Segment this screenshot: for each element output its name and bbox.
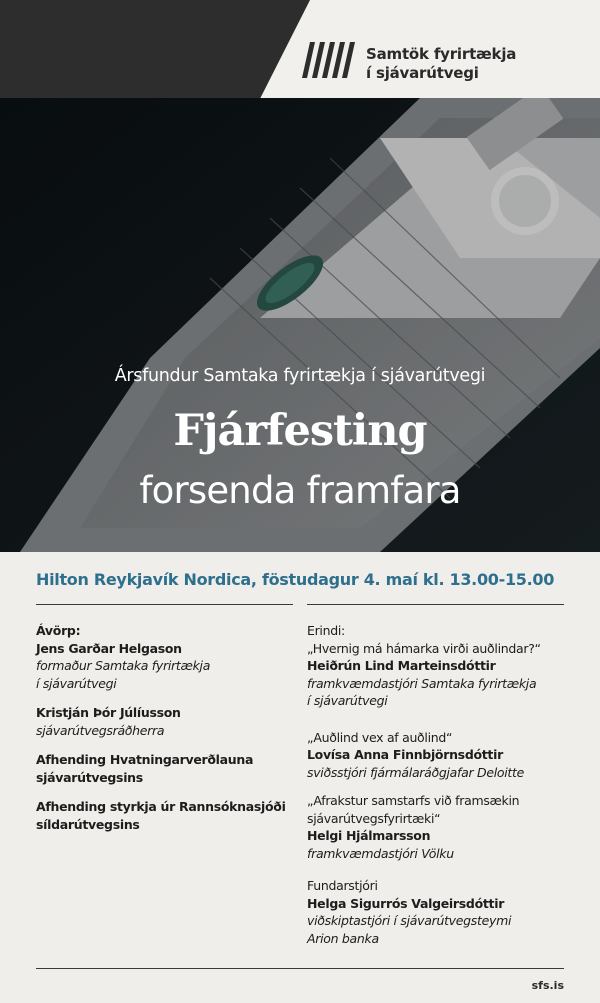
award-item: Afhending Hvatningarverðlauna [36, 752, 254, 767]
talk1-role-line2: í sjávarútvegi [307, 693, 388, 708]
chair-role-line2: Arion banka [307, 930, 379, 946]
footer-divider [36, 968, 564, 969]
talk3-role: framkvæmdastjóri Völku [307, 845, 454, 861]
speaker1-role-line2: í sjávarútvegi [36, 675, 117, 691]
divider-right [307, 604, 564, 605]
org-name: Samtök fyrirtækja í sjávarútvegi [366, 45, 517, 82]
right-column [307, 622, 577, 947]
talk2-title: „Auðlind vex af auðlind“ [307, 729, 453, 745]
talk1-title: „Hvernig má hámarka virði auðlindar?“ [307, 640, 541, 656]
left-column [36, 622, 296, 833]
speaker1-role: formaður Samtaka fyrirtækja [36, 658, 211, 673]
talk3-title: „Afrakstur samstarfs við framsækin [307, 793, 520, 808]
header [0, 0, 600, 98]
grant-item-line2: síldarútvegsins [36, 816, 140, 832]
venue-date-time: Hilton Reykjavík Nordica, föstudagur 4. maí kl. 13.00-15.00 [36, 570, 555, 589]
divider-left [36, 604, 293, 605]
award-item-line2: sjávarútvegsins [36, 769, 143, 785]
grant-item: Afhending styrkja úr Rannsóknasjóði [36, 799, 286, 814]
event-title: Fjárfesting [173, 406, 427, 456]
speaker2-role: sjávarútvegsráðherra [36, 722, 165, 738]
erindi-heading: Erindi: [307, 623, 345, 638]
event-subtitle: Ársfundur Samtaka fyrirtækja í sjávarútvegi [114, 366, 486, 386]
speaker2-name: Kristján Þór Júlíusson [36, 705, 181, 720]
chair-name: Helga Sigurrós Valgeirsdóttir [307, 895, 505, 911]
sfs-logo-icon [302, 42, 357, 78]
chair-heading: Fundarstjóri [307, 878, 378, 893]
speaker1-name: Jens Garðar Helgason [36, 640, 182, 656]
talk3-speaker: Helgi Hjálmarsson [307, 828, 431, 843]
talk1-role: framkvæmdastjóri Samtaka fyrirtækja [307, 675, 537, 691]
header-dark-band [0, 0, 310, 98]
talk2-role: sviðsstjóri fjármálaráðgjafar Deloitte [307, 764, 524, 780]
hero-image [0, 98, 600, 552]
talk3-title-line2: sjávarútvegsfyrirtæki“ [307, 810, 441, 826]
talk1-speaker: Heiðrún Lind Marteinsdóttir [307, 658, 496, 673]
website-link[interactable]: sfs.is [531, 979, 564, 992]
talk2-speaker: Lovísa Anna Finnbjörnsdóttir [307, 747, 503, 762]
avorp-heading: Ávörp: [36, 623, 81, 638]
chair-role: viðskiptastjóri í sjávarútvegsteymi [307, 913, 512, 928]
event-title-line2: forsenda framfara [139, 469, 461, 512]
